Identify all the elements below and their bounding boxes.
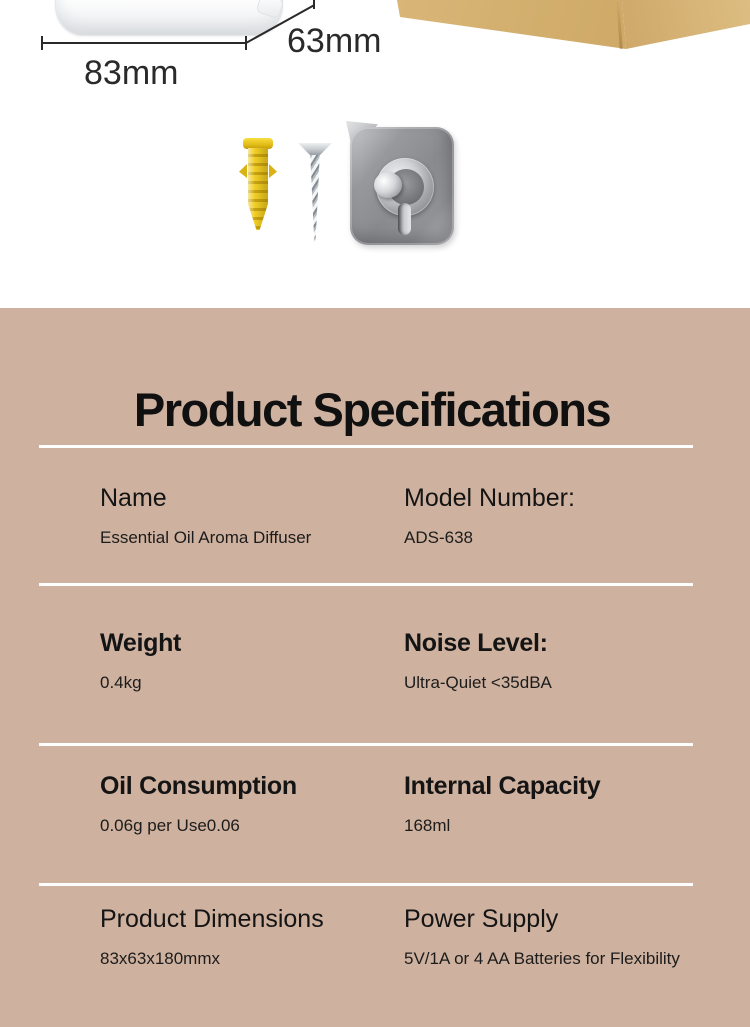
wall-anchor-cap [243, 138, 273, 149]
row-divider [39, 583, 693, 586]
spec-cell [404, 629, 734, 693]
screw-head [298, 142, 332, 156]
kraft-box-image [394, 0, 750, 56]
spec-label-oil-consumption: Oil Consumption [100, 772, 297, 800]
wall-anchor-wing [239, 164, 247, 178]
row-divider [39, 743, 693, 746]
spec-label-model-number: Model Number: [404, 484, 575, 512]
spec-value-noise-level: Ultra-Quiet <35dBA [404, 672, 552, 692]
spec-cell [100, 905, 390, 969]
dimension-label-width: 83mm [84, 54, 179, 92]
spec-cell [100, 484, 390, 548]
spec-cell [404, 905, 734, 969]
diffuser-base-image [55, 0, 283, 36]
wall-anchor-shaft [248, 148, 268, 230]
spec-value-oil-consumption: 0.06g per Use0.06 [100, 815, 240, 835]
row-divider [39, 883, 693, 886]
spec-value-internal-capacity: 168ml [404, 815, 451, 835]
spec-label-weight: Weight [100, 629, 182, 657]
hook-plate-knob [374, 172, 402, 198]
screw-thread [308, 155, 322, 242]
page-title: Product Specifications [133, 383, 611, 436]
spec-label-internal-capacity: Internal Capacity [404, 772, 601, 800]
spec-value-weight: 0.4kg [100, 672, 142, 692]
dimension-tick-left [41, 36, 43, 50]
wall-anchor-wing [269, 164, 277, 178]
hook-plate-slot [398, 203, 411, 235]
spec-value-product-dimensions: 83x63x180mmx [100, 948, 221, 968]
mounting-screw-image [296, 142, 334, 243]
spec-label-product-dimensions: Product Dimensions [100, 905, 324, 933]
spec-label-name: Name [100, 484, 167, 512]
dimension-line-width [41, 42, 247, 44]
spec-value-power-supply: 5V/1A or 4 AA Batteries for Flexibility [404, 948, 680, 968]
spec-label-power-supply: Power Supply [404, 905, 559, 933]
wall-anchor-image [242, 138, 274, 235]
spec-value-name: Essential Oil Aroma Diffuser [100, 527, 312, 547]
spec-cell [100, 772, 390, 836]
spec-label-noise-level: Noise Level: [404, 629, 548, 657]
spec-value-model-number: ADS-638 [404, 527, 473, 547]
title-underline [39, 445, 693, 448]
dimension-tick-top [313, 0, 315, 9]
spec-cell [404, 484, 734, 548]
spec-cell [100, 629, 390, 693]
dimension-label-depth: 63mm [287, 22, 382, 60]
spec-cell [404, 772, 734, 836]
